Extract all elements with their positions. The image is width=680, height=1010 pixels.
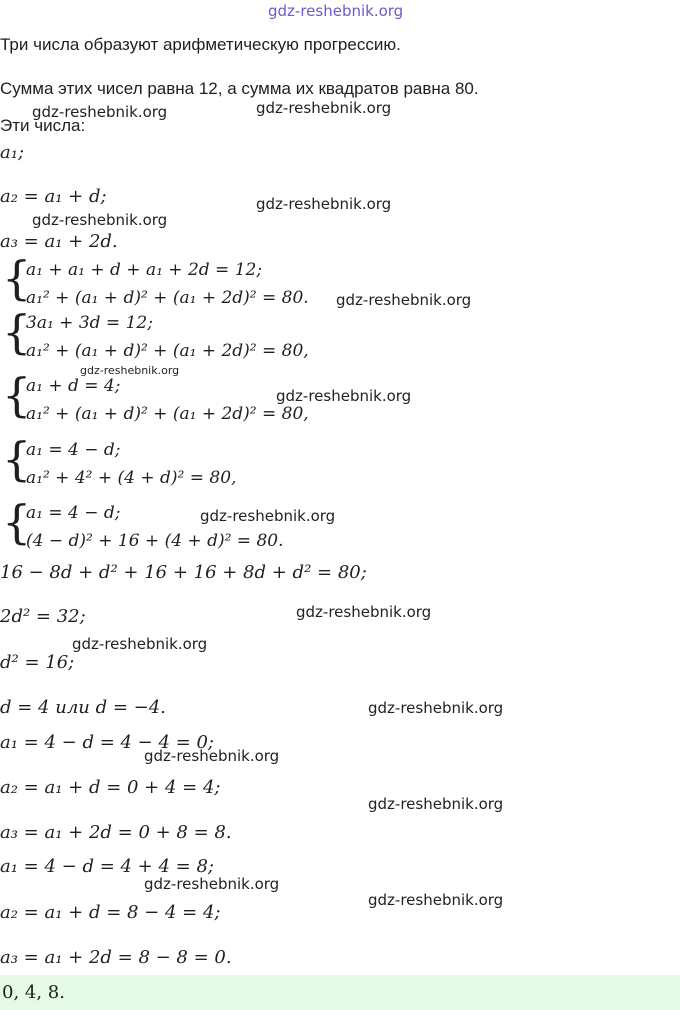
watermark: gdz-reshebnik.org xyxy=(368,891,504,909)
system-3-eq-2: a₁² + (a₁ + d)² + (a₁ + 2d)² = 80, xyxy=(26,404,309,424)
watermark: gdz-reshebnik.org xyxy=(80,364,180,377)
system-brace: { xyxy=(2,432,32,486)
system-5-eq-2: (4 − d)² + 16 + (4 + d)² = 80. xyxy=(26,531,284,551)
watermark: gdz-reshebnik.org xyxy=(276,387,412,405)
system-1-eq-1: a₁ + a₁ + d + a₁ + 2d = 12; xyxy=(26,260,263,280)
system-4-eq-1: a₁ = 4 − d; xyxy=(26,440,121,460)
watermark: gdz-reshebnik.org xyxy=(200,507,336,525)
step-7: a₃ = a₁ + 2d = 0 + 8 = 8. xyxy=(0,822,232,843)
intro-line-3: Эти числа: xyxy=(0,116,86,135)
system-brace: { xyxy=(2,305,32,359)
watermark: gdz-reshebnik.org xyxy=(32,211,168,229)
watermark: gdz-reshebnik.org xyxy=(32,103,168,121)
system-4-eq-2: a₁² + 4² + (4 + d)² = 80, xyxy=(26,468,237,488)
system-3-eq-1: a₁ + d = 4; xyxy=(26,376,121,396)
step-2: 2d² = 32; xyxy=(0,606,86,627)
step-1: 16 − 8d + d² + 16 + 16 + 8d + d² = 80; xyxy=(0,562,367,583)
system-5-eq-1: a₁ = 4 − d; xyxy=(26,503,121,523)
step-9: a₂ = a₁ + d = 8 − 4 = 4; xyxy=(0,902,221,923)
answer-box xyxy=(0,975,680,1010)
watermark: gdz-reshebnik.org xyxy=(336,291,472,309)
step-8: a₁ = 4 − d = 4 + 4 = 8; xyxy=(0,856,214,877)
step-5: a₁ = 4 − d = 4 − 4 = 0; xyxy=(0,732,214,753)
intro-line-2: Сумма этих чисел равна 12, а сумма их квадратов равна 80. xyxy=(0,79,479,98)
watermark: gdz-reshebnik.org xyxy=(144,875,280,893)
def-a3: a₃ = a₁ + 2d. xyxy=(0,231,118,252)
answer-text: 0, 4, 8. xyxy=(2,982,65,1003)
watermark: gdz-reshebnik.org xyxy=(256,99,392,117)
watermark: gdz-reshebnik.org xyxy=(296,603,432,621)
system-2-eq-2: a₁² + (a₁ + d)² + (a₁ + 2d)² = 80, xyxy=(26,341,309,361)
intro-line-1: Три числа образуют арифметическую прогрессию. xyxy=(0,35,401,54)
step-10: a₃ = a₁ + 2d = 8 − 8 = 0. xyxy=(0,947,232,968)
system-brace: { xyxy=(2,495,32,549)
site-header-link[interactable]: gdz-reshebnik.org xyxy=(268,2,404,20)
system-brace: { xyxy=(2,251,32,305)
def-a1: a₁; xyxy=(0,142,25,163)
step-4: d = 4 или d = −4. xyxy=(0,697,166,718)
system-2-eq-1: 3a₁ + 3d = 12; xyxy=(26,313,153,333)
watermark: gdz-reshebnik.org xyxy=(368,699,504,717)
watermark: gdz-reshebnik.org xyxy=(72,635,208,653)
def-a2: a₂ = a₁ + d; xyxy=(0,186,107,207)
step-3: d² = 16; xyxy=(0,652,75,673)
watermark: gdz-reshebnik.org xyxy=(256,195,392,213)
system-brace: { xyxy=(2,368,32,422)
step-6: a₂ = a₁ + d = 0 + 4 = 4; xyxy=(0,777,221,798)
watermark: gdz-reshebnik.org xyxy=(144,747,280,765)
watermark: gdz-reshebnik.org xyxy=(368,795,504,813)
system-1-eq-2: a₁² + (a₁ + d)² + (a₁ + 2d)² = 80. xyxy=(26,288,309,308)
